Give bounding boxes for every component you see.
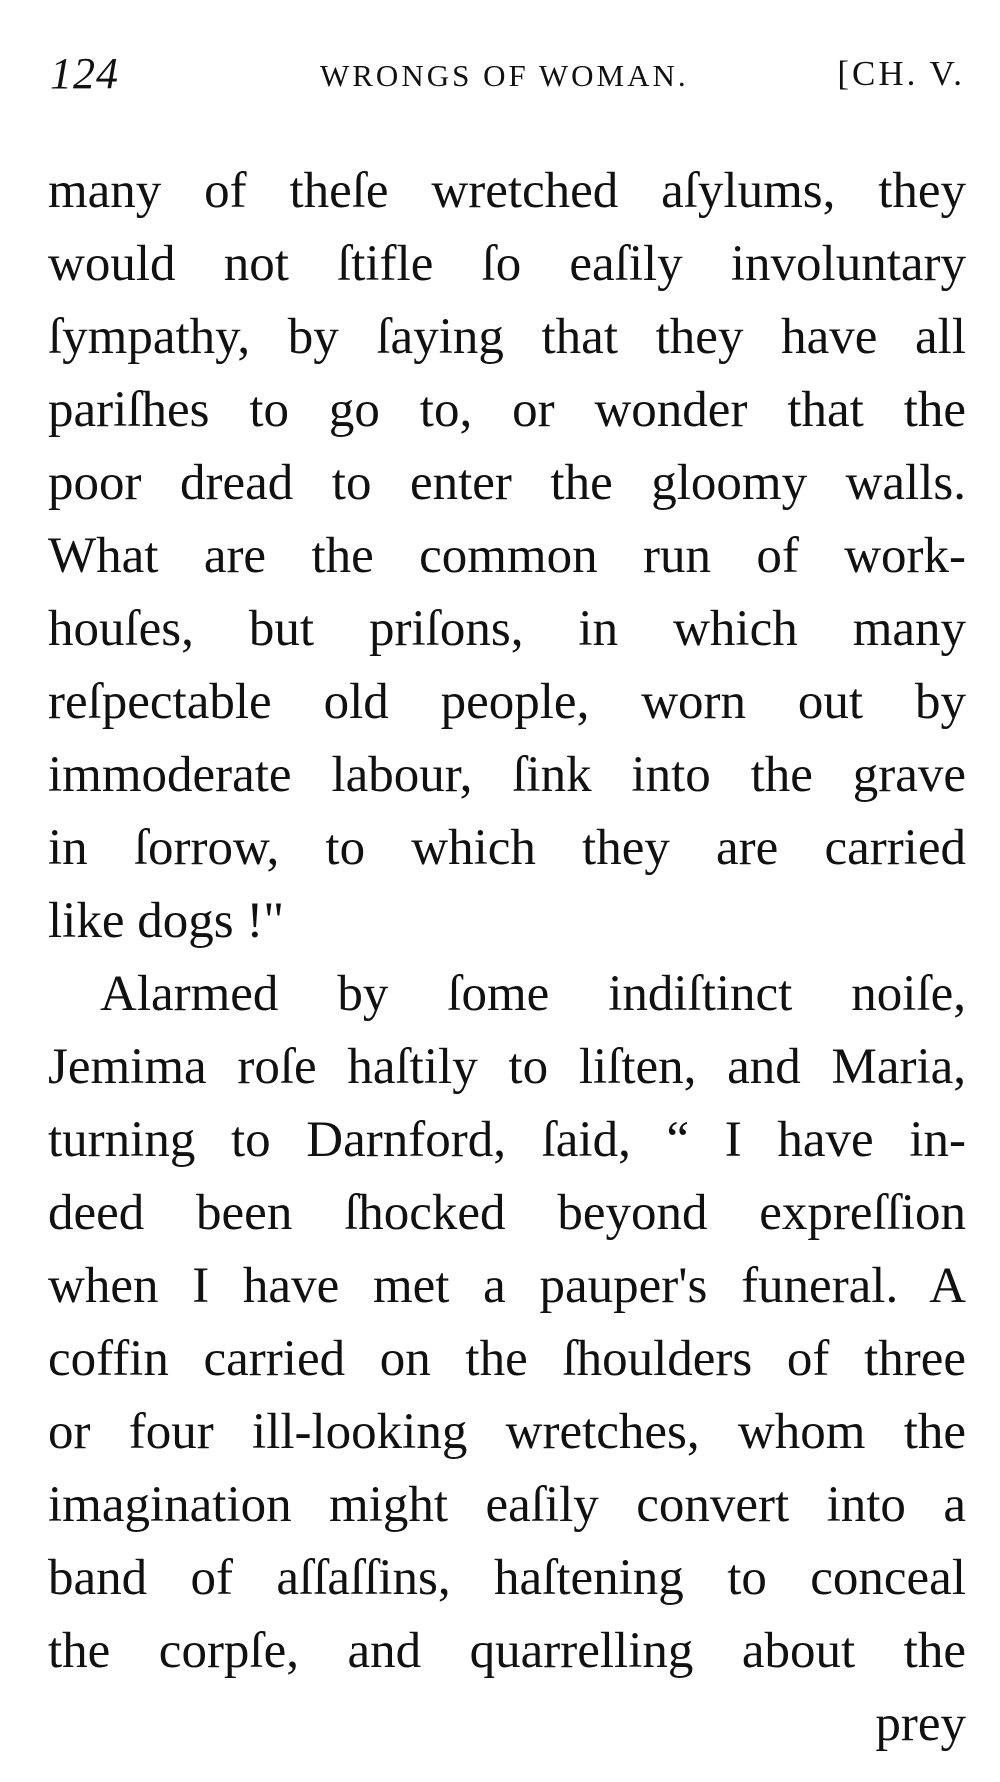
- text-line: deed been ſhocked beyond expreſſion: [48, 1185, 966, 1241]
- text-line: ſympathy, by ſaying that they have all: [48, 309, 966, 365]
- text-line: Jemima roſe haſtily to liſten, and Maria,: [48, 1039, 966, 1095]
- chapter-marker: [CH. V.: [837, 54, 965, 93]
- running-head: [50, 48, 965, 108]
- text-line: band of aſſaſſins, haſtening to conceal: [48, 1550, 966, 1606]
- paragraph-first-line: Alarmed by ſome indiſtinct noiſe,: [100, 966, 966, 1022]
- body-text: [48, 155, 966, 1761]
- catchword: prey: [875, 1696, 966, 1752]
- text-line: immoderate labour, ſink into the grave: [48, 747, 966, 803]
- text-line: in ſorrow, to which they are carried: [48, 820, 966, 876]
- text-line: pariſhes to go to, or wonder that the: [48, 382, 966, 438]
- text-line: What are the common run of work-: [48, 528, 966, 584]
- text-line: imagination might eaſily convert into a: [48, 1477, 966, 1533]
- text-line: reſpectable old people, worn out by: [48, 674, 966, 730]
- text-line: turning to Darnford, ſaid, “ I have in-: [48, 1112, 966, 1168]
- text-line: when I have met a pauper's funeral. A: [48, 1258, 966, 1314]
- text-line: poor dread to enter the gloomy walls.: [48, 455, 966, 511]
- text-line: the corpſe, and quarrelling about the: [48, 1623, 966, 1679]
- text-line: would not ſtifle ſo eaſily involuntary: [48, 236, 966, 292]
- paragraph-end-line: like dogs !": [48, 893, 285, 949]
- text-line: coffin carried on the ſhoulders of three: [48, 1331, 966, 1387]
- text-line: many of theſe wretched aſylums, they: [48, 163, 966, 219]
- running-title: WRONGS OF WOMAN.: [320, 58, 689, 93]
- text-line: houſes, but priſons, in which many: [48, 601, 966, 657]
- text-line: or four ill-looking wretches, whom the: [48, 1404, 966, 1460]
- page-number: 124: [50, 49, 119, 98]
